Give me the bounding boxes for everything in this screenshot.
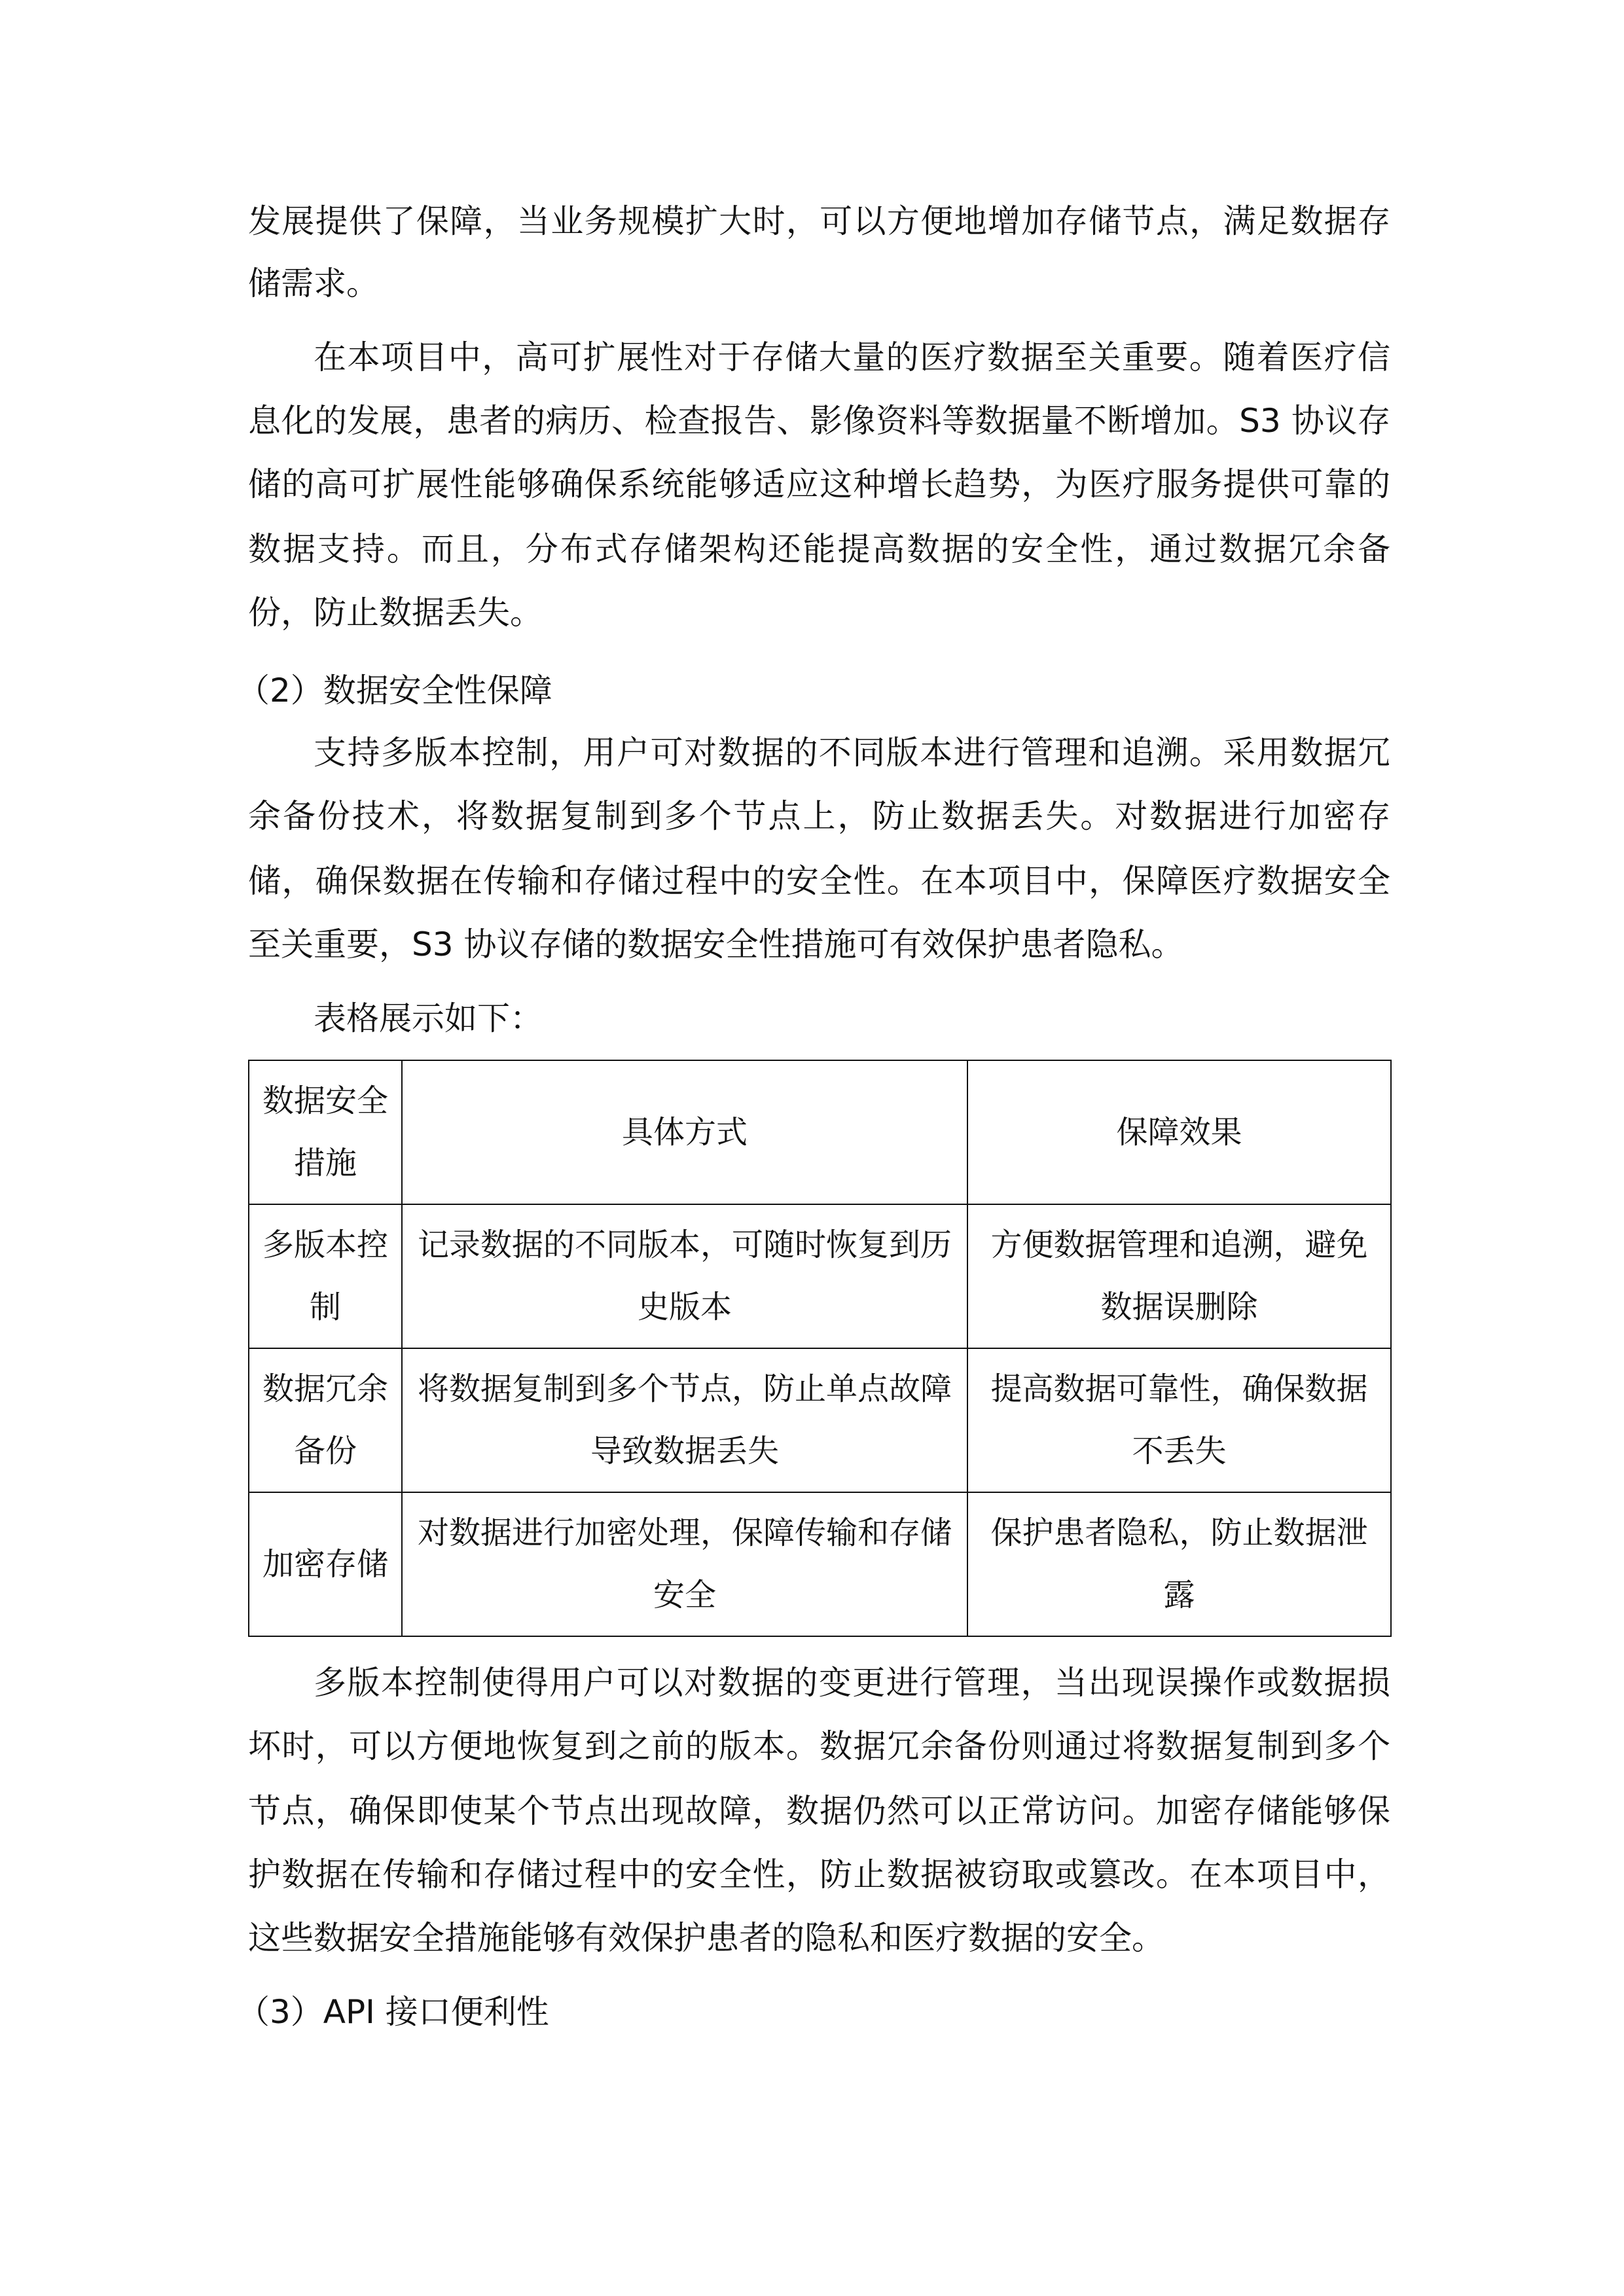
table-cell xyxy=(249,1348,402,1492)
text-line: 份，防止数据丢失。 xyxy=(248,594,543,632)
cell-text: 数据误删除 xyxy=(1100,1289,1258,1325)
section-heading: （2）数据安全性保障 xyxy=(237,672,552,709)
security-measures-table xyxy=(248,1060,1392,1637)
cell-text: 保护患者隐私，防止数据泄 xyxy=(990,1515,1368,1551)
text-line: 至关重要，S3 协议存储的数据安全性措施可有效保护患者隐私。 xyxy=(248,925,1184,963)
table-cell xyxy=(967,1348,1391,1492)
text-line: 坏时，可以方便地恢复到之前的版本。数据冗余备份则通过将数据复制到多个 xyxy=(248,1727,1390,1765)
section-heading: （3）API 接口便利性 xyxy=(237,1993,549,2031)
text-line: 数据支持。而且，分布式存储架构还能提高数据的安全性，通过数据冗余备 xyxy=(248,530,1390,568)
header-cell xyxy=(249,1060,402,1204)
text-line: 节点，确保即使某个节点出现故障，数据仍然可以正常访问。加密存储能够保 xyxy=(248,1792,1390,1830)
cell-text: 保障效果 xyxy=(1116,1113,1242,1151)
table-intro: 表格展示如下： xyxy=(314,999,543,1037)
cell-text: 史版本 xyxy=(637,1289,732,1325)
cell-text: 提高数据可靠性，确保数据 xyxy=(990,1371,1368,1407)
cell-text: 记录数据的不同版本，可随时恢复到历 xyxy=(417,1227,952,1263)
text-line: 多版本控制使得用户可以对数据的变更进行管理，当出现误操作或数据损 xyxy=(314,1664,1390,1702)
cell-text: 安全 xyxy=(653,1577,716,1613)
cell-text: 备份 xyxy=(293,1433,357,1469)
cell-text: 对数据进行加密处理，保障传输和存储 xyxy=(417,1515,952,1551)
table-cell xyxy=(249,1204,402,1348)
text-line: 支持多版本控制，用户可对数据的不同版本进行管理和追溯。采用数据冗 xyxy=(314,734,1390,772)
text-line: 储需求。 xyxy=(248,264,379,302)
table-row xyxy=(249,1492,1391,1636)
text-line: 发展提供了保障，当业务规模扩大时，可以方便地增加存储节点，满足数据存 xyxy=(248,202,1390,240)
cell-text: 多版本控 xyxy=(262,1227,388,1263)
table-cell xyxy=(967,1204,1391,1348)
table-cell xyxy=(402,1204,967,1348)
cell-text: 不丢失 xyxy=(1132,1433,1227,1469)
header-cell xyxy=(402,1060,967,1204)
table-cell xyxy=(249,1492,402,1636)
table-header-row xyxy=(249,1060,1391,1204)
cell-text: 方便数据管理和追溯，避免 xyxy=(990,1227,1368,1263)
text-line: 护数据在传输和存储过程中的安全性，防止数据被窃取或篡改。在本项目中， xyxy=(248,1856,1390,1893)
text-line: 储，确保数据在传输和存储过程中的安全性。在本项目中，保障医疗数据安全 xyxy=(248,862,1390,900)
table-cell xyxy=(402,1348,967,1492)
cell-text: 将数据复制到多个节点，防止单点故障 xyxy=(417,1371,952,1407)
text-line: 在本项目中，高可扩展性对于存储大量的医疗数据至关重要。随着医疗信 xyxy=(314,338,1390,376)
header-cell xyxy=(967,1060,1391,1204)
table-row xyxy=(249,1204,1391,1348)
text-line: 这些数据安全措施能够有效保护患者的隐私和医疗数据的安全。 xyxy=(248,1919,1164,1957)
cell-text: 导致数据丢失 xyxy=(590,1433,779,1469)
table-row xyxy=(249,1348,1391,1492)
cell-text: 具体方式 xyxy=(621,1113,748,1151)
text-line: 储的高可扩展性能够确保系统能够适应这种增长趋势，为医疗服务提供可靠的 xyxy=(248,465,1390,503)
cell-text: 露 xyxy=(1163,1577,1195,1613)
cell-text: 数据安全 xyxy=(262,1083,388,1119)
table-cell xyxy=(967,1492,1391,1636)
cell-text: 加密存储 xyxy=(262,1545,388,1583)
text-line: 余备份技术，将数据复制到多个节点上，防止数据丢失。对数据进行加密存 xyxy=(248,797,1390,835)
cell-text: 数据冗余 xyxy=(262,1371,388,1407)
cell-text: 制 xyxy=(309,1289,341,1325)
cell-text: 措施 xyxy=(293,1145,357,1181)
table-cell xyxy=(402,1492,967,1636)
text-line: 息化的发展，患者的病历、检查报告、影像资料等数据量不断增加。S3 协议存 xyxy=(248,402,1390,440)
